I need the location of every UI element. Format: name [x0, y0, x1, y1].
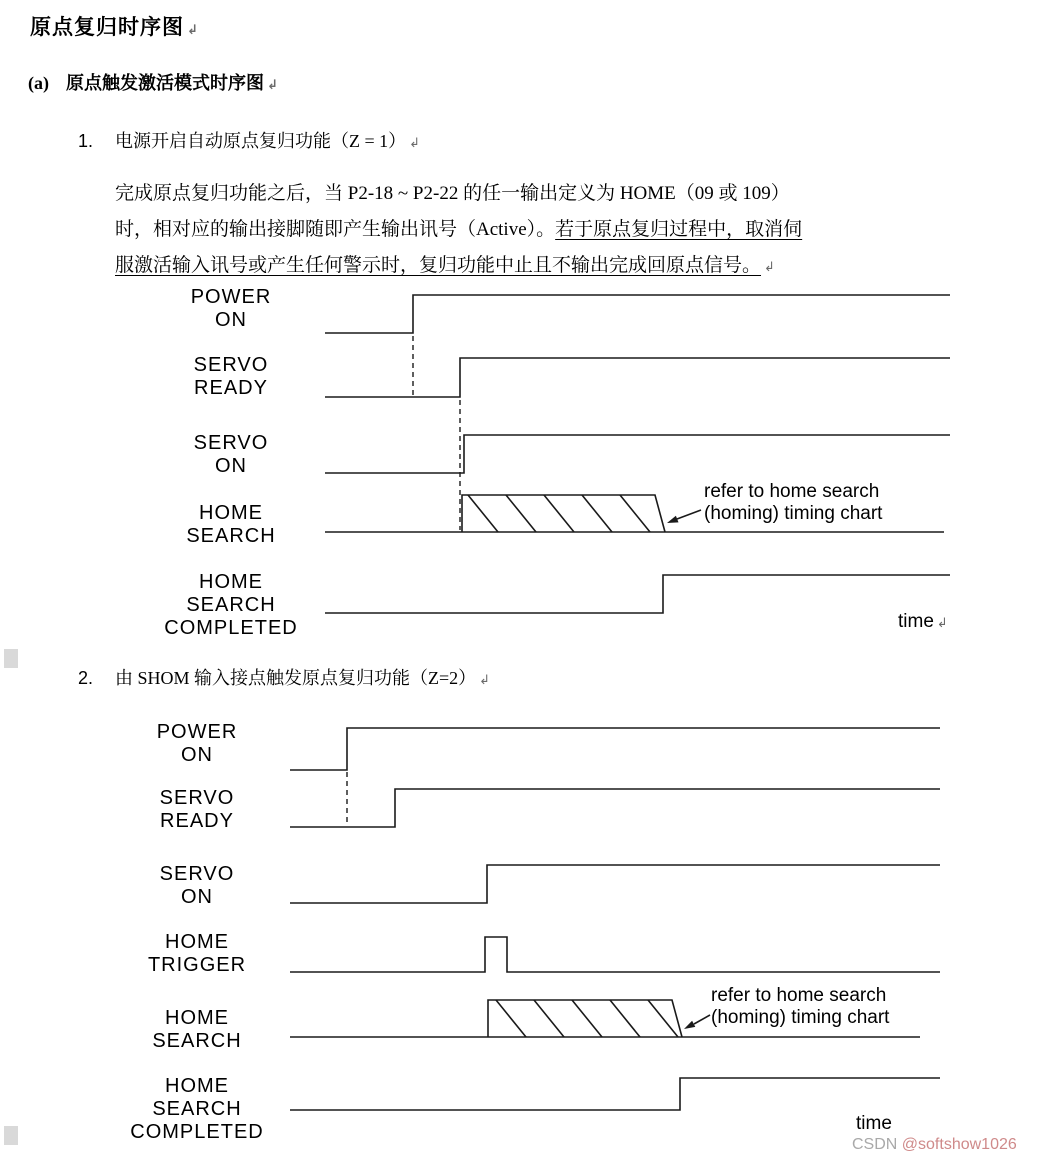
d2-signal-label-home-search [117, 1007, 277, 1053]
d2-annotation-refer-home-search [711, 985, 889, 1029]
d2-servo-ready-waveform [290, 789, 940, 827]
d2-servo-on-waveform [290, 865, 940, 903]
paragraph-line-3 [115, 248, 1005, 286]
d2-annotation-arrowhead [684, 1021, 695, 1029]
underlined-text: 服激活输入讯号或产生任何警示时，复归功能中止且不输出完成回原点信号。 [115, 255, 762, 276]
item1-paragraph [115, 176, 1005, 286]
d1-home-search-box [462, 495, 665, 532]
d1-annotation-refer-home-search [704, 481, 882, 525]
signal-label-line: HOME [165, 1075, 229, 1097]
page-title-text: 原点复归时序图 [30, 15, 184, 39]
return-mark-icon: ↲ [479, 673, 491, 688]
underlined-text: 若于原点复归过程中，取消伺 [555, 219, 803, 240]
d2-annotation-arrow-line [694, 1015, 710, 1024]
return-mark-icon: ↲ [187, 23, 199, 38]
d2-home-search-hatch [496, 1000, 678, 1037]
section-a-heading [28, 69, 278, 95]
d2-home-search-box [488, 1000, 682, 1037]
annotation-line: (homing) timing chart [704, 503, 883, 524]
d1-signal-label-servo-ready [151, 354, 311, 400]
margin-placeholder-box [4, 649, 18, 668]
signal-label-line: HOME [199, 571, 263, 593]
d1-time-label [898, 611, 948, 633]
annotation-line: refer to home search [704, 481, 880, 502]
page-title [30, 11, 199, 41]
d1-servo-ready-waveform [325, 358, 950, 397]
d1-annotation-arrow-line [677, 510, 701, 519]
signal-label-line: COMPLETED [130, 1121, 264, 1143]
paragraph-line-1 [115, 176, 1005, 212]
item2-heading-text: 由 SHOM 输入接点触发原点复归功能（Z=2） [115, 668, 477, 688]
signal-label-line: HOME [199, 502, 263, 524]
annotation-line: (homing) timing chart [711, 1007, 890, 1028]
signal-label-line: SERVO [159, 787, 235, 809]
d2-signal-label-servo-ready [117, 787, 277, 833]
signal-label-line: ON [215, 455, 247, 477]
signal-label-line: SEARCH [152, 1098, 242, 1120]
d1-annotation-arrowhead [667, 516, 679, 523]
d1-signal-label-home-search [151, 502, 311, 548]
d2-home-trigger-waveform [290, 937, 940, 972]
signal-label-line: SERVO [159, 863, 235, 885]
signal-label-line: POWER [190, 286, 272, 308]
signal-label-line: TRIGGER [147, 954, 247, 976]
d1-home-search-completed-waveform [325, 575, 950, 613]
item2-number: 2. [78, 668, 94, 688]
signal-label-line: COMPLETED [164, 617, 298, 639]
item1-heading [78, 127, 420, 153]
d1-servo-on-waveform [325, 435, 950, 473]
watermark [852, 1136, 1017, 1154]
signal-label-line: ON [181, 886, 213, 908]
d2-home-search-completed-waveform [290, 1078, 940, 1110]
item1-heading-text: 电源开启自动原点复归功能（Z = 1） [115, 131, 407, 151]
d2-signal-label-servo-on [117, 863, 277, 909]
signal-label-line: ON [215, 309, 247, 331]
time-text: time [898, 611, 934, 632]
signal-label-line: SEARCH [186, 525, 276, 547]
signal-label-line: POWER [156, 721, 238, 743]
return-mark-icon: ↲ [764, 260, 775, 275]
paragraph-line-2 [115, 212, 1005, 248]
watermark-username: @softshow1026 [901, 1136, 1017, 1153]
d1-home-search-hatch [468, 495, 650, 532]
return-mark-icon: ↲ [936, 616, 948, 631]
signal-label-line: SERVO [193, 354, 269, 376]
annotation-line: refer to home search [711, 985, 887, 1006]
paragraph-text: 完成原点复归功能之后，当 P2-18 ~ P2-22 的任一输出定义为 HOME（09 或 109） [115, 183, 790, 204]
signal-label-line: HOME [165, 931, 229, 953]
d1-signal-label-power-on [151, 286, 311, 332]
d2-time-label [856, 1113, 892, 1135]
item2-heading [78, 664, 490, 690]
d1-power-on-waveform [325, 295, 950, 333]
item1-number: 1. [78, 131, 94, 151]
d1-signal-label-servo-on [151, 432, 311, 478]
section-a-marker: (a) [28, 73, 49, 93]
return-mark-icon: ↲ [267, 78, 278, 93]
margin-placeholder-box [4, 1126, 18, 1145]
section-a-heading-text: 原点触发激活模式时序图 [66, 73, 264, 93]
signal-label-line: READY [194, 377, 268, 399]
time-text: time [856, 1113, 892, 1134]
signal-label-line: HOME [165, 1007, 229, 1029]
d1-signal-label-home-search-completed [151, 571, 311, 640]
paragraph-text: 时，相对应的输出接脚随即产生输出讯号（Active）。 [115, 219, 556, 240]
return-mark-icon: ↲ [409, 136, 421, 151]
d2-signal-label-power-on [117, 721, 277, 767]
signal-label-line: ON [181, 744, 213, 766]
d2-power-on-waveform [290, 728, 940, 770]
signal-label-line: SERVO [193, 432, 269, 454]
d2-signal-label-home-trigger [117, 931, 277, 977]
watermark-brand: CSDN [852, 1136, 902, 1153]
d2-signal-label-home-search-completed [117, 1075, 277, 1144]
signal-label-line: READY [160, 810, 234, 832]
signal-label-line: SEARCH [186, 594, 276, 616]
signal-label-line: SEARCH [152, 1030, 242, 1052]
